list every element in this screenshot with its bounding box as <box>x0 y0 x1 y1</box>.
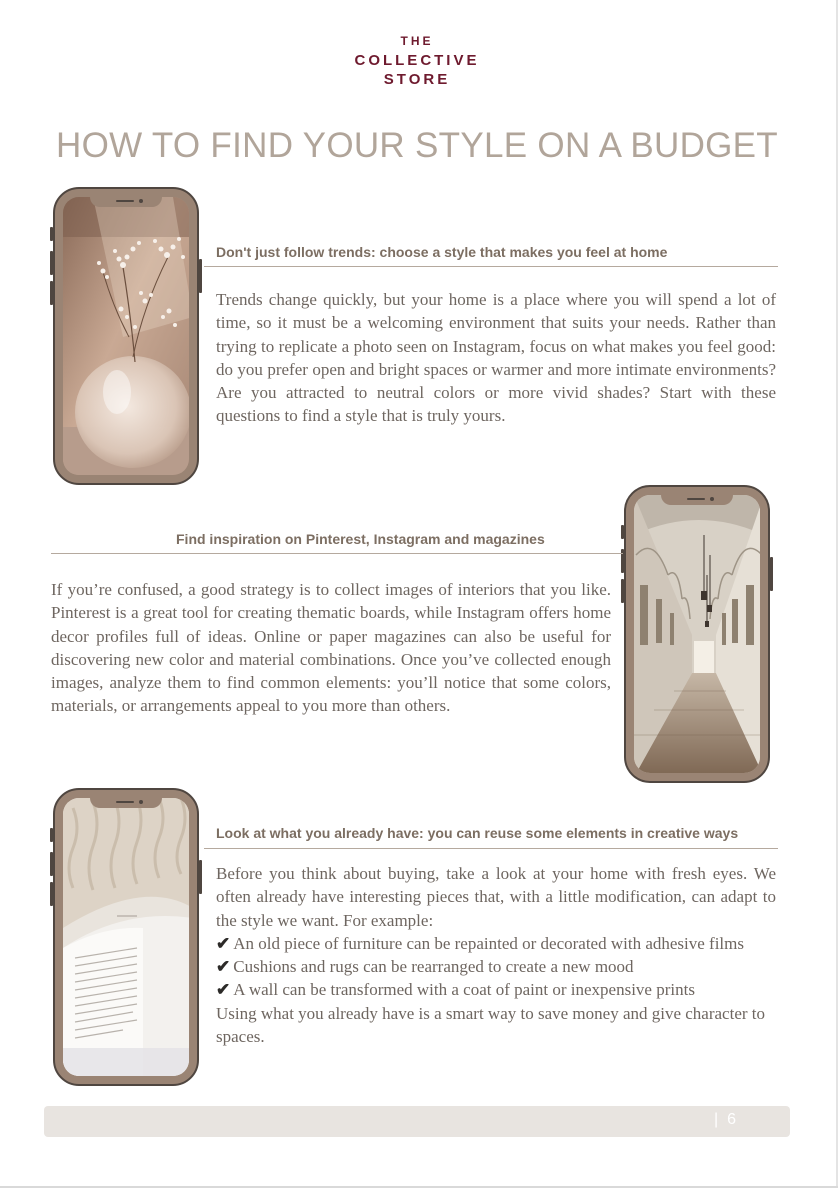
phone-mockup-book <box>53 788 199 1086</box>
page-title: HOW TO FIND YOUR STYLE ON A BUDGET <box>56 126 778 165</box>
check-icon: ✔ <box>216 957 231 977</box>
brand-line-2: COLLECTIVE <box>354 52 480 69</box>
brand-logo <box>0 32 834 89</box>
phone-notch <box>90 798 162 808</box>
checklist-item-text: An old piece of furniture can be repainted or decorated with adhesive films <box>233 933 744 953</box>
phone-button <box>199 860 202 894</box>
check-icon: ✔ <box>216 933 231 953</box>
section-heading-trends: Don't just follow trends: choose a style that makes you feel at home <box>216 244 668 260</box>
phone-notch <box>90 197 162 207</box>
phone-button <box>50 882 53 906</box>
phone-screen <box>634 495 760 773</box>
section-heading-reuse: Look at what you already have: you can reuse some elements in creative ways <box>216 825 739 841</box>
flowers-vase-image <box>63 197 189 475</box>
checklist-item <box>216 955 786 978</box>
section-body-reuse <box>216 862 786 1048</box>
phone-button <box>50 281 53 305</box>
heading-divider <box>51 553 623 554</box>
phone-screen <box>63 798 189 1076</box>
phone-button <box>50 227 53 241</box>
phone-screen <box>63 197 189 475</box>
check-icon: ✔ <box>216 980 231 1000</box>
heading-divider <box>204 266 778 267</box>
phone-button <box>621 579 624 603</box>
phone-button <box>199 259 202 293</box>
reuse-outro: Using what you already have is a smart way to save money and give character to spaces. <box>216 1003 766 1047</box>
brand-line-1: THE <box>400 34 434 48</box>
phone-notch <box>661 495 733 505</box>
reuse-intro: Before you think about buying, take a look at your home with fresh eyes. We often already have interesting pieces that, with a little modification, can adapt to the style we want. For example: <box>216 864 776 930</box>
page-number: | 6 <box>714 1111 736 1128</box>
checklist-item <box>216 932 786 955</box>
phone-button <box>770 557 773 591</box>
corridor-image <box>634 495 760 773</box>
book-sweater-image <box>63 798 189 1076</box>
section-heading-inspiration: Find inspiration on Pinterest, Instagram and magazines <box>176 531 545 547</box>
phone-mockup-corridor <box>624 485 770 783</box>
section-body-trends: Trends change quickly, but your home is a place where you will spend a lot of time, so it must be a welcoming environment that suits your needs. Rather than trying to replicate a photo seen on Instagram, focus on what makes you feel good: do you prefer open and bright spaces or warmer and more intimate environments? Are you attracted to neutral colors or more vivid shades? Start with these questions to find a style that is truly yours. <box>216 290 776 426</box>
checklist-item-text: Cushions and rugs can be rearranged to create a new mood <box>233 957 634 977</box>
phone-button <box>50 251 53 275</box>
phone-button <box>621 525 624 539</box>
phone-button <box>50 828 53 842</box>
phone-button <box>50 852 53 876</box>
section-body-inspiration: If you’re confused, a good strategy is to collect images of interiors that you like. Pinterest is a great tool for creating thematic boards, while Instagram offers home decor profiles full of ideas. Online or paper magazines can also be useful for discovering new color and material combinations. Once you’ve collected enough images, analyze them to find common elements: you’ll notice that some colors, materials, or arrangements appeal to you more than others. <box>51 580 611 716</box>
brand-line-3: STORE <box>383 71 451 88</box>
checklist-item <box>216 978 786 1001</box>
heading-divider <box>204 848 778 849</box>
checklist-item-text: A wall can be transformed with a coat of paint or inexpensive prints <box>233 980 695 1000</box>
footer-bar <box>44 1106 790 1137</box>
phone-mockup-flowers <box>53 187 199 485</box>
